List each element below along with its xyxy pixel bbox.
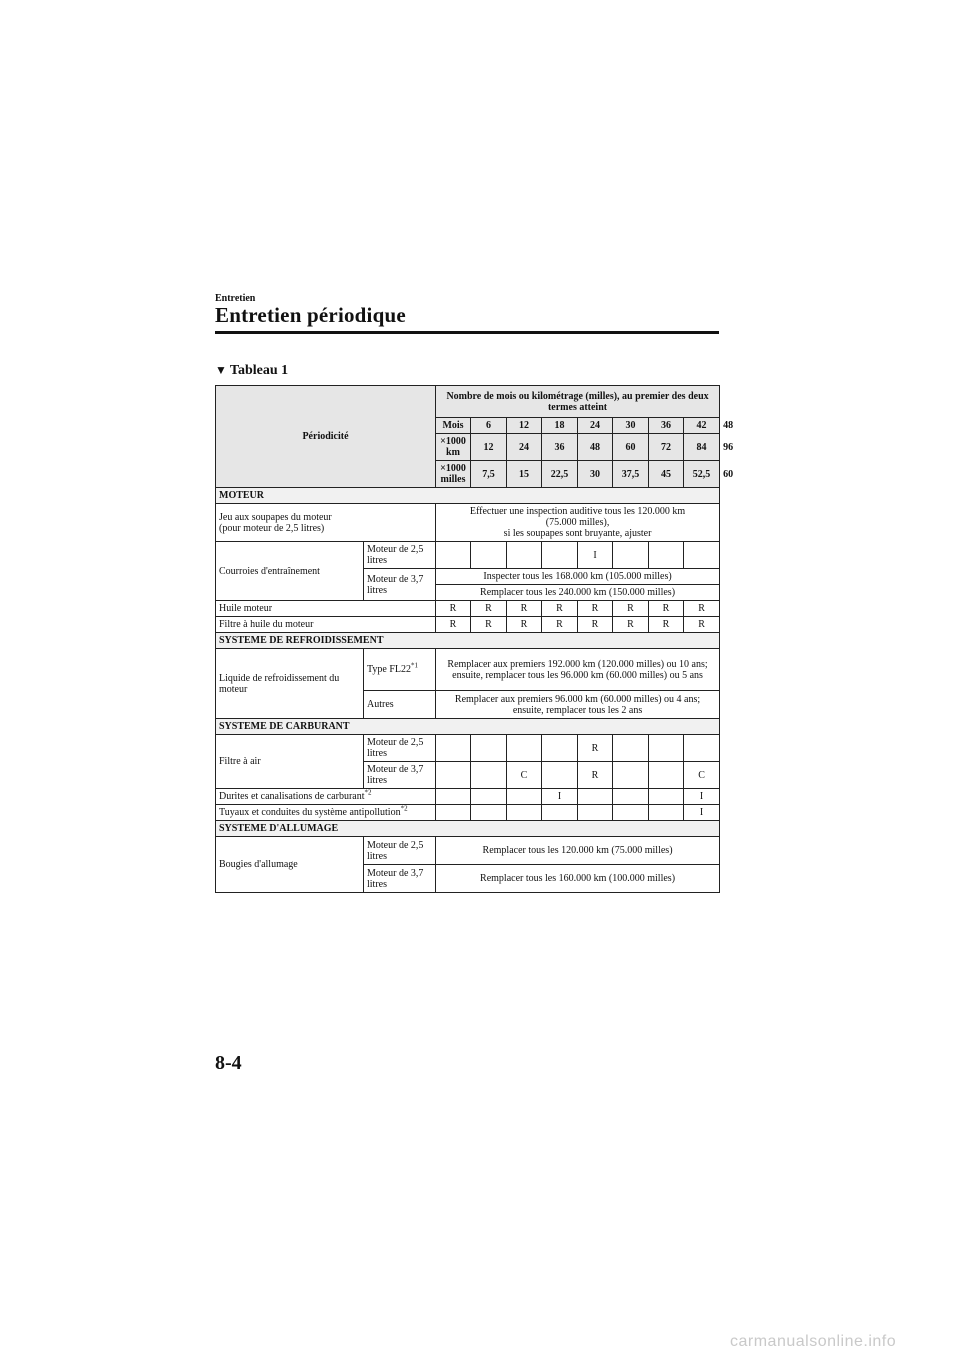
filtre-air-25-value bbox=[436, 735, 471, 762]
miles-value: 52,5 bbox=[684, 461, 720, 488]
durites-value bbox=[471, 789, 507, 805]
table-row bbox=[216, 504, 720, 542]
table-row-mois: Mois 6 12 18 24 30 36 42 48 bbox=[216, 418, 720, 434]
km-value: 12 bbox=[471, 434, 507, 461]
filtre-air-25-value bbox=[649, 735, 684, 762]
huile-value: R bbox=[578, 601, 613, 617]
km-value: 48 bbox=[578, 434, 613, 461]
table-row-miles: ×1000 milles 7,5 15 22,5 30 37,5 45 52,5 60 bbox=[216, 461, 720, 488]
km-value: 72 bbox=[649, 434, 684, 461]
tuyaux-value bbox=[471, 805, 507, 821]
refroidissement-label: Liquide de refroidissement du moteur bbox=[216, 649, 364, 719]
filtre-air-37-value bbox=[542, 762, 578, 789]
filtre-air-25-value bbox=[613, 735, 649, 762]
periodicite-header: Périodicité bbox=[216, 386, 436, 488]
type-fl22-label: Type FL22$^{*1}$ bbox=[364, 649, 436, 691]
miles-value: 30 bbox=[578, 461, 613, 488]
courroies-replace: Remplacer tous les 240.000 km (150.000 milles) bbox=[436, 585, 720, 601]
filtre-air-25-value bbox=[471, 735, 507, 762]
bougies-moteur25: Moteur de 2,5 litres bbox=[364, 837, 436, 865]
table-row bbox=[216, 837, 720, 865]
filtre-huile-value: R bbox=[507, 617, 542, 633]
durites-label: Durites et canalisations de carburant$^{*2}$ bbox=[216, 789, 436, 805]
filtre-air-25-value bbox=[507, 735, 542, 762]
filtre-air-37-value bbox=[613, 762, 649, 789]
filtre-huile-value: R bbox=[684, 617, 720, 633]
filtre-huile-value: R bbox=[542, 617, 578, 633]
huile-value: R bbox=[613, 601, 649, 617]
mois-value: 18 bbox=[542, 418, 578, 434]
type-fl22-text: Remplacer aux premiers 192.000 km (120.000 milles) ou 10 ans; ensuite, remplacer tous les 96.000 km (60.000 milles) ou 5 ans bbox=[436, 649, 720, 691]
table-row bbox=[216, 735, 720, 762]
page-number: 8-4 bbox=[215, 1052, 242, 1074]
huile-value: R bbox=[436, 601, 471, 617]
courroies-label: Courroies d'entraînement bbox=[216, 542, 364, 601]
section-allumage: SYSTEME D'ALLUMAGE bbox=[216, 821, 720, 837]
huile-value: R bbox=[471, 601, 507, 617]
huile-value: R bbox=[542, 601, 578, 617]
title-divider bbox=[215, 331, 719, 334]
mois-value: 42 bbox=[684, 418, 720, 434]
footnote-ref: *2 bbox=[400, 804, 408, 813]
mois-value: 12 bbox=[507, 418, 542, 434]
km-value: 24 bbox=[507, 434, 542, 461]
table-row bbox=[216, 805, 720, 821]
table-row-km: ×1000 km 12 24 36 48 60 72 84 96 bbox=[216, 434, 720, 461]
section-label: Entretien bbox=[215, 293, 256, 304]
table-row bbox=[216, 542, 720, 569]
page-title: Entretien périodique bbox=[215, 303, 406, 327]
triangle-down-icon: ▼ bbox=[215, 363, 227, 377]
courroies-inspect: Inspecter tous les 168.000 km (105.000 milles) bbox=[436, 569, 720, 585]
section-carburant: SYSTEME DE CARBURANT bbox=[216, 719, 720, 735]
filtre-air-37-value bbox=[436, 762, 471, 789]
miles-value: 15 bbox=[507, 461, 542, 488]
filtre-huile-value: R bbox=[436, 617, 471, 633]
mois-value: 30 bbox=[613, 418, 649, 434]
table-row bbox=[216, 617, 720, 633]
table-row bbox=[216, 789, 720, 805]
km-value: 84 bbox=[684, 434, 720, 461]
miles-value: 37,5 bbox=[613, 461, 649, 488]
huile-value: R bbox=[684, 601, 720, 617]
courroies-moteur37: Moteur de 3,7 litres bbox=[364, 569, 436, 601]
maintenance-table bbox=[215, 385, 734, 893]
km-value: 36 bbox=[542, 434, 578, 461]
tuyaux-value bbox=[613, 805, 649, 821]
table-caption bbox=[215, 363, 288, 379]
filtre-air-25-value: R bbox=[578, 735, 613, 762]
filtre-huile-value: R bbox=[578, 617, 613, 633]
row-label-mois: Mois bbox=[436, 418, 471, 434]
filtre-air-label: Filtre à air bbox=[216, 735, 364, 789]
tuyaux-value: I bbox=[684, 805, 720, 821]
durites-value bbox=[507, 789, 542, 805]
bougies-label: Bougies d'allumage bbox=[216, 837, 364, 893]
header-note: Nombre de mois ou kilométrage (milles), au premier des deux termes atteint bbox=[436, 386, 720, 418]
filtre-air-37-value: R bbox=[578, 762, 613, 789]
filtre-air-25-value bbox=[542, 735, 578, 762]
row-label-km: ×1000 km bbox=[436, 434, 471, 461]
tuyaux-label: Tuyaux et conduites du système antipollution$^{*2}$ bbox=[216, 805, 436, 821]
soupapes-text: Effectuer une inspection auditive tous les 120.000 km (75.000 milles), si les soupapes sont bruyante, ajuster bbox=[436, 504, 720, 542]
durites-value bbox=[578, 789, 613, 805]
filtre-huile-value: R bbox=[649, 617, 684, 633]
mois-value: 24 bbox=[578, 418, 613, 434]
soupapes-label: Jeu aux soupapes du moteur (pour moteur de 2,5 litres) bbox=[216, 504, 436, 542]
footnote-ref: *2 bbox=[364, 788, 372, 797]
filtre-air-moteur37: Moteur de 3,7 litres bbox=[364, 762, 436, 789]
tuyaux-value bbox=[436, 805, 471, 821]
huile-label: Huile moteur bbox=[216, 601, 436, 617]
filtre-huile-value: R bbox=[471, 617, 507, 633]
bougies-moteur25-text: Remplacer tous les 120.000 km (75.000 milles) bbox=[436, 837, 720, 865]
filtre-huile-label: Filtre à huile du moteur bbox=[216, 617, 436, 633]
section-refroidissement: SYSTEME DE REFROIDISSEMENT bbox=[216, 633, 720, 649]
courroies-moteur25: Moteur de 2,5 litres bbox=[364, 542, 436, 569]
bougies-moteur37: Moteur de 3,7 litres bbox=[364, 865, 436, 893]
bougies-moteur37-text: Remplacer tous les 160.000 km (100.000 milles) bbox=[436, 865, 720, 893]
filtre-air-moteur25: Moteur de 2,5 litres bbox=[364, 735, 436, 762]
courroies-moteur25-mark: I bbox=[578, 542, 613, 569]
durites-value: I bbox=[684, 789, 720, 805]
tuyaux-value bbox=[649, 805, 684, 821]
tuyaux-value bbox=[542, 805, 578, 821]
miles-value: 7,5 bbox=[471, 461, 507, 488]
huile-value: R bbox=[649, 601, 684, 617]
section-moteur: MOTEUR bbox=[216, 488, 720, 504]
km-value: 60 bbox=[613, 434, 649, 461]
watermark: carmanualsonline.info bbox=[730, 1333, 897, 1350]
durites-value bbox=[436, 789, 471, 805]
durites-value: I bbox=[542, 789, 578, 805]
table-row bbox=[216, 649, 720, 691]
filtre-air-37-value: C bbox=[507, 762, 542, 789]
filtre-air-37-value: C bbox=[684, 762, 720, 789]
tuyaux-value bbox=[578, 805, 613, 821]
durites-value bbox=[649, 789, 684, 805]
footnote-ref: *1 bbox=[411, 661, 419, 670]
mois-value: 6 bbox=[471, 418, 507, 434]
durites-value bbox=[613, 789, 649, 805]
miles-value: 45 bbox=[649, 461, 684, 488]
table-row bbox=[216, 601, 720, 617]
row-label-miles: ×1000 milles bbox=[436, 461, 471, 488]
filtre-air-25-value bbox=[684, 735, 720, 762]
table-caption-text: Tableau 1 bbox=[229, 363, 289, 378]
filtre-air-37-value bbox=[471, 762, 507, 789]
tuyaux-value bbox=[507, 805, 542, 821]
autres-label: Autres bbox=[364, 691, 436, 719]
filtre-air-37-value bbox=[649, 762, 684, 789]
mois-value: 36 bbox=[649, 418, 684, 434]
huile-value: R bbox=[507, 601, 542, 617]
autres-text: Remplacer aux premiers 96.000 km (60.000 milles) ou 4 ans; ensuite, remplacer tous les 2 ans bbox=[436, 691, 720, 719]
filtre-huile-value: R bbox=[613, 617, 649, 633]
miles-value: 22,5 bbox=[542, 461, 578, 488]
